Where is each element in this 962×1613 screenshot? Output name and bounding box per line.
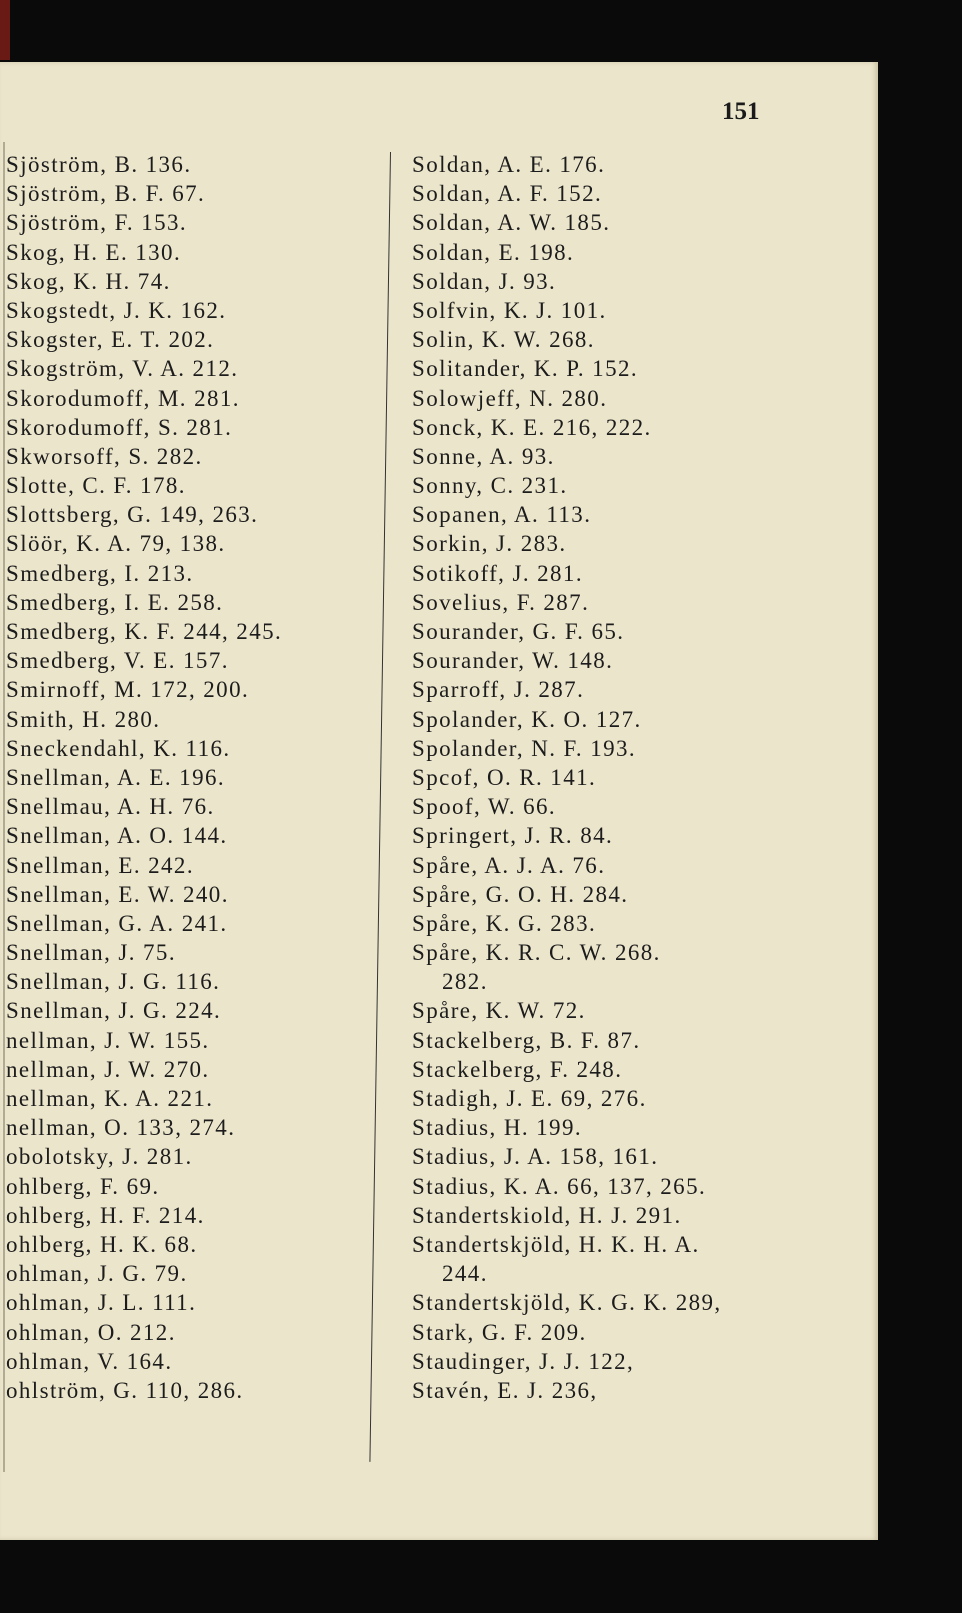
- index-entry: Skorodumoff, S. 281.: [6, 414, 233, 440]
- index-entry: Skorodumoff, M. 281.: [6, 385, 240, 411]
- index-entry: Stackelberg, B. F. 87.: [412, 1027, 641, 1053]
- index-entry: Stark, G. F. 209.: [412, 1319, 587, 1345]
- index-entry: Solin, K. W. 268.: [412, 327, 595, 353]
- index-entry: Smedberg, I. 213.: [6, 560, 194, 586]
- index-entry: Snellmau, A. H. 76.: [6, 794, 215, 820]
- index-entry: ohlberg, H. K. 68.: [6, 1231, 198, 1257]
- index-entry: Sovelius, F. 287.: [412, 589, 590, 615]
- index-entry: Slotte, C. F. 178.: [6, 473, 186, 499]
- index-entry: Skworsoff, S. 282.: [6, 443, 203, 469]
- index-entry: Spåre, K. G. 283.: [412, 910, 597, 936]
- index-entry: Stavén, E. J. 236,: [412, 1377, 598, 1403]
- index-entry: Stackelberg, F. 248.: [412, 1056, 623, 1082]
- index-entry: obolotsky, J. 281.: [6, 1144, 193, 1170]
- index-entry: Skog, H. E. 130.: [6, 239, 182, 265]
- index-entry: Staudinger, J. J. 122,: [412, 1348, 635, 1374]
- index-entry: nellman, O. 133, 274.: [6, 1115, 236, 1141]
- page-number: 151: [722, 98, 760, 125]
- index-entry: Snellman, A. E. 196.: [6, 764, 226, 790]
- index-entry: Sonck, K. E. 216, 222.: [412, 414, 652, 440]
- index-entry: Smedberg, I. E. 258.: [6, 589, 224, 615]
- index-entry: Sonny, C. 231.: [412, 473, 568, 499]
- index-entry: Spolander, K. O. 127.: [412, 706, 642, 732]
- index-entry: Slottsberg, G. 149, 263.: [6, 502, 259, 528]
- index-entry: Snellman, G. A. 241.: [6, 910, 228, 936]
- index-entry: Skogster, E. T. 202.: [6, 327, 215, 353]
- index-entry: Sourander, W. 148.: [412, 648, 614, 674]
- index-entry: Stadius, H. 199.: [412, 1115, 582, 1141]
- index-entry: ohlman, J. G. 79.: [6, 1261, 188, 1287]
- index-entry: Slöör, K. A. 79, 138.: [6, 531, 226, 557]
- index-entry: Spåre, A. J. A. 76.: [412, 852, 606, 878]
- index-entry: Soldan, J. 93.: [412, 268, 557, 294]
- index-entry: Skogström, V. A. 212.: [6, 356, 239, 382]
- index-entry: Snellman, E. W. 240.: [6, 881, 229, 907]
- index-entry: Sourander, G. F. 65.: [412, 619, 625, 644]
- index-entry: Smedberg, K. F. 244, 245.: [6, 619, 283, 644]
- index-entry: ohlberg, F. 69.: [6, 1173, 160, 1199]
- index-entry: Spåre, K. W. 72.: [412, 998, 586, 1024]
- index-entry: Soldan, A. W. 185.: [412, 210, 611, 236]
- index-column-left: [6, 150, 282, 1405]
- index-entry: Sopanen, A. 113.: [412, 502, 592, 528]
- index-entry: Smedberg, V. E. 157.: [6, 648, 229, 674]
- index-entry: Snellman, J. G. 224.: [6, 998, 222, 1024]
- index-column-right: [412, 150, 722, 1405]
- index-entry: Spåre, K. R. C. W. 268.: [412, 940, 661, 966]
- index-entry: Soldan, A. F. 152.: [412, 181, 603, 207]
- index-entry: Spåre, G. O. H. 284.: [412, 881, 629, 907]
- index-entry: Snellman, J. 75.: [6, 940, 176, 966]
- index-entry: 244.: [442, 1261, 488, 1287]
- page-gutter-edge: [3, 142, 5, 1472]
- index-entry: ohlberg, H. F. 214.: [6, 1202, 205, 1228]
- index-entry: Spolander, N. F. 193.: [412, 735, 637, 761]
- scan-edge-mark: [0, 0, 10, 60]
- index-entry: Spcof, O. R. 141.: [412, 764, 597, 790]
- index-entry: Sjöström, B. 136.: [6, 152, 192, 177]
- index-entry: Soldan, E. 198.: [412, 239, 575, 265]
- index-entry: Snellman, J. G. 116.: [6, 969, 221, 995]
- index-entry: Soldan, A. E. 176.: [412, 152, 606, 177]
- index-entry: Skogstedt, J. K. 162.: [6, 297, 227, 323]
- index-entry: Standertskjöld, H. K. H. A.: [412, 1231, 700, 1257]
- index-entry: Spoof, W. 66.: [412, 794, 557, 820]
- index-entry: Sjöström, F. 153.: [6, 210, 188, 236]
- book-page: [0, 62, 878, 1540]
- index-entry: Solfvin, K. J. 101.: [412, 297, 607, 323]
- index-entry: Sorkin, J. 283.: [412, 531, 567, 557]
- index-entry: Smirnoff, M. 172, 200.: [6, 677, 250, 703]
- index-entry: Sotikoff, J. 281.: [412, 560, 583, 586]
- column-divider: [369, 152, 391, 1462]
- index-entry: Stadius, K. A. 66, 137, 265.: [412, 1173, 707, 1199]
- index-entry: Springert, J. R. 84.: [412, 823, 614, 849]
- index-entry: Stadius, J. A. 158, 161.: [412, 1144, 659, 1170]
- index-entry: 282.: [442, 969, 488, 995]
- index-entry: Snellman, A. O. 144.: [6, 823, 228, 849]
- index-entry: Standertskiold, H. J. 291.: [412, 1202, 682, 1228]
- index-entry: nellman, J. W. 270.: [6, 1056, 210, 1082]
- index-entry: Snellman, E. 242.: [6, 852, 194, 878]
- index-entry: Sjöström, B. F. 67.: [6, 181, 206, 207]
- index-entry: Sneckendahl, K. 116.: [6, 735, 231, 761]
- index-entry: Stadigh, J. E. 69, 276.: [412, 1086, 647, 1111]
- index-entry: ohlman, V. 164.: [6, 1348, 173, 1374]
- index-entry: Sonne, A. 93.: [412, 443, 555, 469]
- index-entry: ohlman, J. L. 111.: [6, 1290, 197, 1316]
- index-entry: nellman, K. A. 221.: [6, 1086, 214, 1111]
- index-entry: Smith, H. 280.: [6, 706, 161, 732]
- index-entry: Solitander, K. P. 152.: [412, 356, 639, 382]
- index-entry: ohlman, O. 212.: [6, 1319, 176, 1345]
- index-entry: Standertskjöld, K. G. K. 289,: [412, 1290, 722, 1316]
- index-entry: Skog, K. H. 74.: [6, 268, 171, 294]
- index-entry: Solowjeff, N. 280.: [412, 385, 608, 411]
- index-entry: ohlström, G. 110, 286.: [6, 1377, 244, 1403]
- index-entry: Sparroff, J. 287.: [412, 677, 585, 703]
- index-entry: nellman, J. W. 155.: [6, 1027, 210, 1053]
